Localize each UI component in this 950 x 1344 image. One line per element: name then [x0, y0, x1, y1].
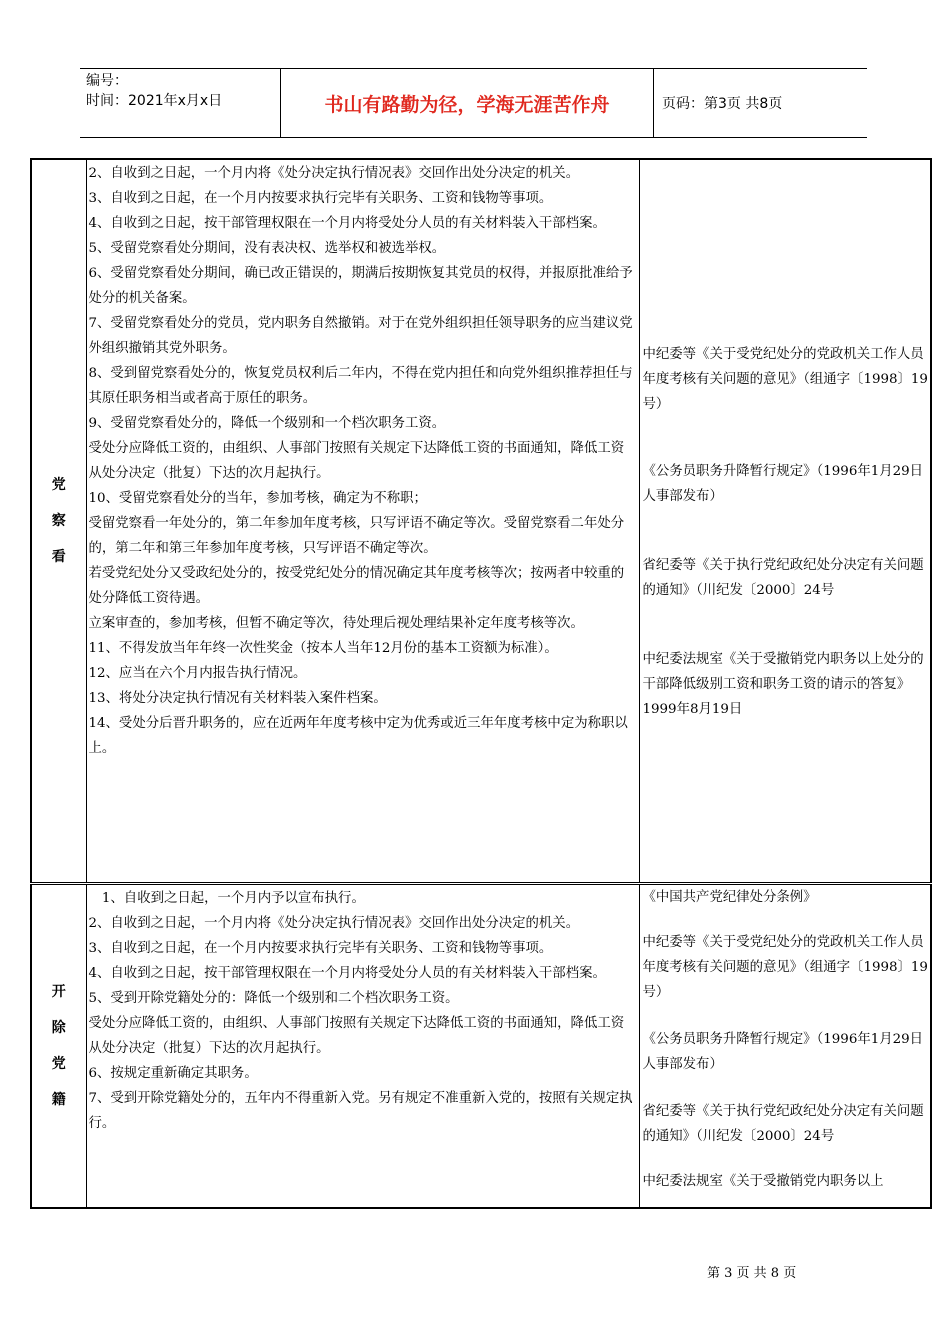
list-item: 1、自收到之日起，一个月内予以宣布执行。 [88, 891, 365, 906]
list-item: 4、自收到之日起，按干部管理权限在一个月内将受处分人员的有关材料装入干部档案。 [88, 216, 606, 231]
list-item: 5、受到开除党籍处分的：降低一个级别和二个档次职务工资。 [88, 991, 459, 1006]
items-cell [86, 159, 639, 884]
list-item: 8、受到留党察看处分的，恢复党员权利后二年内，不得在党内担任和向党外组织推荐担任与其原任职务相当或者高于原任的职务。 [88, 366, 633, 406]
reference-item: 《中国共产党纪律处分条例》 [642, 890, 817, 905]
list-item: 4、自收到之日起，按干部管理权限在一个月内将受处分人员的有关材料装入干部档案。 [88, 966, 606, 981]
list-item: 2、自收到之日起，一个月内将《处分决定执行情况表》交回作出处分决定的机关。 [88, 916, 580, 931]
reference-item: 中纪委等《关于受党纪处分的党政机关工作人员年度考核有关问题的意见》（组通字〔1998〕19号） [642, 347, 928, 412]
document-number: 编号： [86, 73, 128, 89]
header-info [80, 69, 281, 137]
list-item: 3、自收到之日起，在一个月内按要求执行完毕有关职务、工资和钱物等事项。 [88, 941, 553, 956]
reference-item: 《公务员职务升降暂行规定》（1996年1月29日人事部发布） [642, 464, 924, 504]
category-char: 党 [51, 477, 66, 493]
references-cell [639, 884, 931, 1209]
list-item: 10、受留党察看处分的当年，参加考核，确定为不称职； [88, 491, 427, 506]
category-char: 除 [51, 1020, 66, 1036]
category-char: 党 [51, 1056, 66, 1072]
reference-item: 中纪委法规室《关于受撤销党内职务以上 [642, 1174, 884, 1189]
discipline-table [30, 158, 932, 1209]
reference-item: 省纪委等《关于执行党纪政纪处分决定有关问题的通知》（川纪发〔2000〕24号 [642, 558, 924, 598]
items-cell [86, 884, 639, 1209]
reference-item: 中纪委法规室《关于受撤销党内职务以上处分的干部降低级别工资和职务工资的请示的答复》1999年8月19日 [642, 652, 924, 717]
list-item: 受处分应降低工资的，由组织、人事部门按照有关规定下达降低工资的书面通知，降低工资从处分决定（批复）下达的次月起执行。 [88, 441, 625, 481]
category-char: 察 [51, 513, 66, 529]
list-item: 3、自收到之日起，在一个月内按要求执行完毕有关职务、工资和钱物等事项。 [88, 191, 553, 206]
category-char: 籍 [51, 1092, 66, 1108]
category-cell [31, 159, 86, 884]
reference-item: 省纪委等《关于执行党纪政纪处分决定有关问题的通知》（川纪发〔2000〕24号 [642, 1104, 924, 1144]
list-item: 6、受留党察看处分期间，确已改正错误的，期满后按期恢复其党员的权得，并报原批准给予处分的机关备案。 [88, 266, 633, 306]
page-header [80, 68, 867, 138]
section-row-probation [31, 159, 931, 884]
category-char: 开 [51, 984, 66, 1000]
category-cell [31, 884, 86, 1209]
list-item: 立案审查的，参加考核，但暂不确定等次，待处理后视处理结果补定年度考核等次。 [88, 616, 584, 631]
list-item: 若受党纪处分又受政纪处分的，按受党纪处分的情况确定其年度考核等次；按两者中较重的处分降低工资待遇。 [88, 566, 625, 606]
list-item: 受留党察看一年处分的，第二年参加年度考核，只写评语不确定等次。受留党察看二年处分的，第二年和第三年参加年度考核，只写评语不确定等次。 [88, 516, 625, 556]
document-time: 时间：2021年x月x日 [86, 93, 223, 109]
list-item: 11、不得发放当年年终一次性奖金（按本人当年12月份的基本工资额为标准）。 [88, 641, 558, 656]
list-item: 受处分应降低工资的，由组织、人事部门按照有关规定下达降低工资的书面通知，降低工资从处分决定（批复）下达的次月起执行。 [88, 1016, 625, 1056]
footer-page-number: 第 3 页 共 8 页 [707, 1266, 797, 1281]
category-char: 看 [51, 549, 66, 565]
list-item: 12、应当在六个月内报告执行情况。 [88, 666, 307, 681]
references-cell [639, 159, 931, 884]
list-item: 6、按规定重新确定其职务。 [88, 1066, 258, 1081]
header-motto: 书山有路勤为径，学海无涯苦作舟 [281, 69, 654, 137]
list-item: 5、受留党察看处分期间，没有表决权、选举权和被选举权。 [88, 241, 446, 256]
section-row-expulsion [31, 884, 931, 1209]
header-page-number: 页码：第3页 共8页 [662, 96, 783, 112]
list-item: 14、受处分后晋升职务的，应在近两年年度考核中定为优秀或近三年年度考核中定为称职以上。 [88, 716, 628, 756]
list-item: 7、受留党察看处分的党员，党内职务自然撤销。对于在党外组织担任领导职务的应当建议党外组织撤销其党外职务。 [88, 316, 633, 356]
list-item: 9、受留党察看处分的，降低一个级别和一个档次职务工资。 [88, 416, 446, 431]
list-item: 13、将处分决定执行情况有关材料装入案件档案。 [88, 691, 387, 706]
list-item: 2、自收到之日起，一个月内将《处分决定执行情况表》交回作出处分决定的机关。 [88, 166, 580, 181]
list-item: 7、受到开除党籍处分的，五年内不得重新入党。另有规定不准重新入党的，按照有关规定执行。 [88, 1091, 633, 1131]
reference-item: 《公务员职务升降暂行规定》（1996年1月29日人事部发布） [642, 1032, 924, 1072]
reference-item: 中纪委等《关于受党纪处分的党政机关工作人员年度考核有关问题的意见》（组通字〔1998〕19号） [642, 935, 928, 1000]
